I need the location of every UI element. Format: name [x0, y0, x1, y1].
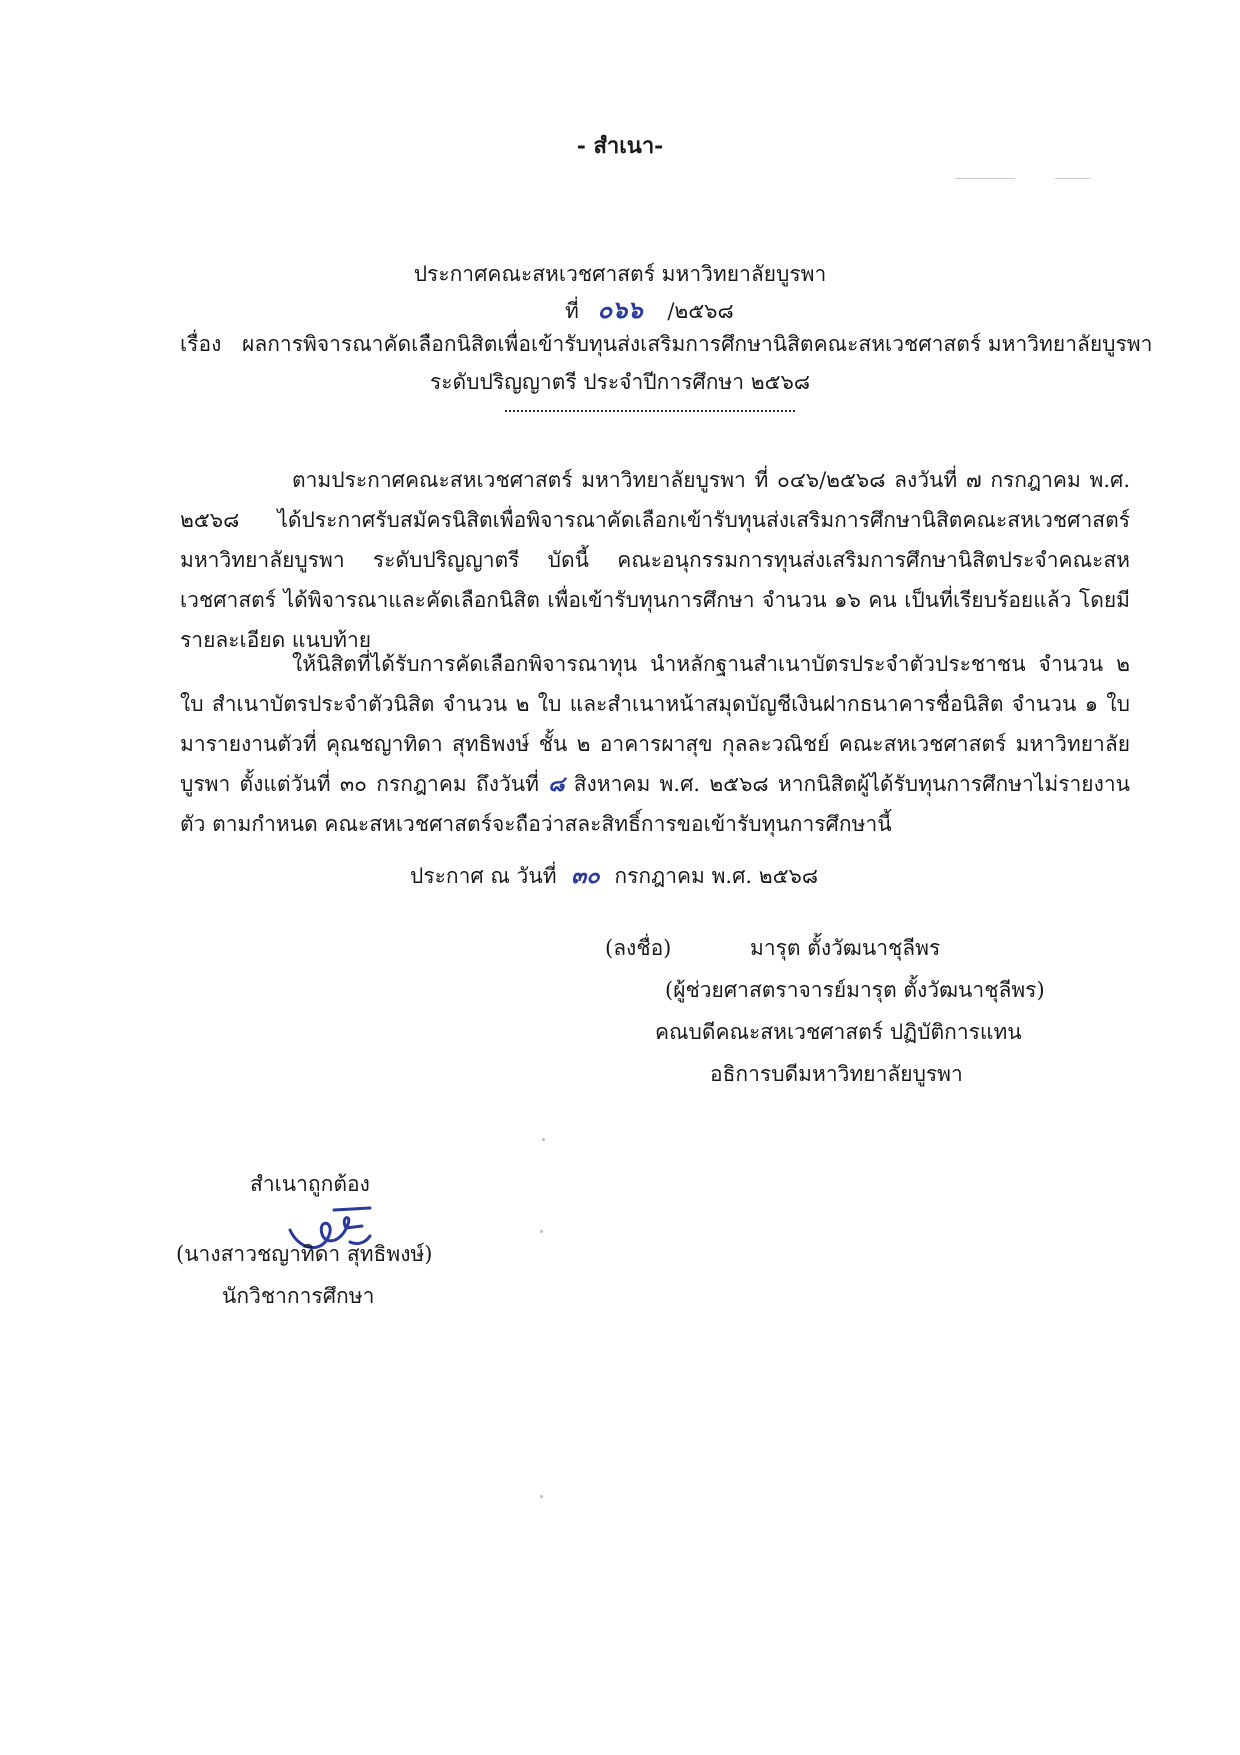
number-suffix: /๒๕๖๘	[667, 299, 734, 323]
signer-position-2: อธิการบดีมหาวิทยาลัยบูรพา	[710, 1062, 963, 1086]
scan-mark	[1055, 178, 1090, 179]
announcement-number	[565, 290, 734, 329]
subject-line	[180, 328, 1152, 361]
scan-speck	[540, 1230, 543, 1233]
announcement-title: ประกาศคณะสหเวชศาสตร์ มหาวิทยาลัยบูรพา	[413, 262, 827, 286]
signer-position-1: คณบดีคณะสหเวชศาสตร์ ปฏิบัติการแทน	[655, 1020, 1022, 1044]
subject-text-line2: ระดับปริญญาตรี ประจำปีการศึกษา ๒๕๖๘	[429, 370, 811, 394]
certified-copy-label: สำเนาถูกต้อง	[250, 1172, 370, 1196]
paragraph-2-text-a: ให้นิสิตที่ได้รับการคัดเลือกพิจารณาทุน นำหลักฐานสำเนาบัตรประจำตัวประชาชน จำนวน ๒ ใบ สำเนาบัตรประจำตัวนิสิต จำนวน ๒ ใบ และสำเนาหน้าสมุดบัญชีเงินฝากธนาคารชื่อนิสิต จำนวน ๑ ใบ มารายงานตัวที่ คุณชญาทิดา สุทธิพงษ์ ชั้น ๒ อาคารผาสุข กุลละวณิชย์ คณะสหเวชศาสตร์ มหาวิทยาลัย บูรพา ตั้งแต่วันที่ ๓๐ กรกฎาคม ถึงวันที่	[180, 652, 1130, 796]
signer-full-name: (ผู้ช่วยศาสตราจารย์มารุต ตั้งวัฒนาชุลีพร)	[665, 978, 1045, 1002]
announce-date-day: ๓๐	[571, 863, 600, 889]
certifier-position: นักวิชาการศึกษา	[222, 1284, 375, 1308]
copy-mark: - สำเนา-	[576, 133, 664, 159]
paragraph-2-handwritten-day: ๘	[548, 771, 565, 796]
subject-label: เรื่อง	[180, 332, 222, 356]
paragraph-1-text: ตามประกาศคณะสหเวชศาสตร์ มหาวิทยาลัยบูรพา ที่ ๐๔๖/๒๕๖๘ ลงวันที่ ๗ กรกฎาคม พ.ศ. ๒๕๖๘ ได้ประกาศรับสมัครนิสิตเพื่อพิจารณาคัดเลือกเข้ารับทุนส่งเสริมการศึกษานิสิตคณะสหเวชศาสตร์ มหาวิทยาลัยบูรพา ระดับปริญญาตรี บัดนี้ คณะอนุกรรมการทุนส่งเสริมการศึกษานิสิตประจำคณะสหเวชศาสตร์ ได้พิจารณาและคัดเลือกนิสิต เพื่อเข้ารับทุนการศึกษา จำนวน ๑๖ คน เป็นที่เรียบร้อยแล้ว โดยมีรายละเอียด แนบท้าย	[180, 468, 1130, 652]
signed-name: มารุต ตั้งวัฒนาชุลีพร	[750, 936, 941, 960]
announce-date	[410, 858, 818, 893]
body-paragraph-1	[180, 460, 1130, 660]
paragraph-2-text-b: สิงหาคม พ.ศ. ๒๕๖๘ หากนิสิตผู้ได้รับทุนการศึกษาไม่รายงานตัว ตามกำหนด คณะสหเวชศาสตร์จะถือว่าสละสิทธิ์การขอเข้ารับทุนการศึกษานี้	[180, 772, 1130, 836]
scan-speck	[540, 1495, 543, 1498]
signed-label: (ลงชื่อ)	[605, 936, 672, 960]
scan-speck	[542, 1138, 545, 1141]
announce-date-prefix: ประกาศ ณ วันที่	[410, 864, 557, 888]
number-handwritten: ๐๖๖	[597, 295, 643, 324]
certifier-name: (นางสาวชญาทิดา สุทธิพงษ์)	[176, 1242, 433, 1266]
number-prefix: ที่	[565, 299, 579, 323]
body-paragraph-2	[180, 644, 1130, 844]
subject-text-line1: ผลการพิจารณาคัดเลือกนิสิตเพื่อเข้ารับทุนส่งเสริมการศึกษานิสิตคณะสหเวชศาสตร์ มหาวิทยาลัยบูรพา	[242, 332, 1153, 356]
separator-dots	[505, 410, 795, 412]
announce-date-suffix: กรกฎาคม พ.ศ. ๒๕๖๘	[614, 864, 819, 888]
scan-mark	[955, 178, 1015, 179]
